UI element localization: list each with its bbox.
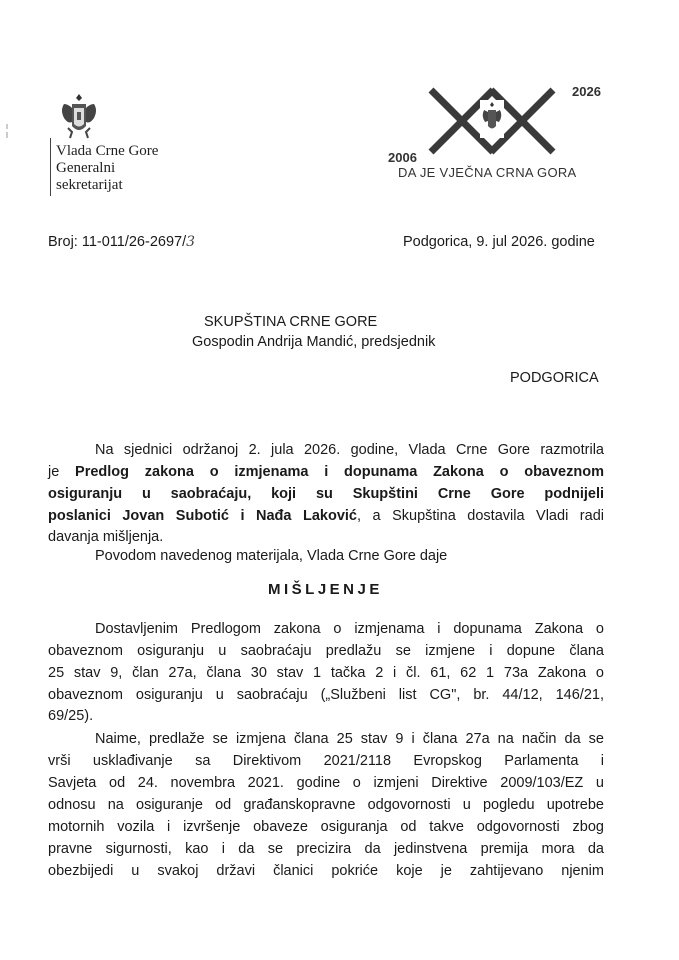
body-line: obezbijedi u svakoj državi članici pokriće koje je zahtijevano njenim (48, 863, 604, 879)
body-line: Dostavljenim Predlogom zakona o izmjenama i dopunama Zakona o (95, 621, 604, 637)
issuer-line: sekretarijat (56, 177, 123, 193)
body-line: 69/25). (48, 708, 94, 724)
header-divider (50, 138, 51, 196)
opinion-heading: MIŠLJENJE (268, 581, 383, 598)
logo-year-start: 2006 (388, 150, 417, 165)
logo-year-end: 2026 (572, 84, 601, 99)
body-line: pravne sigurnosti, kao i da se precizira da jedinstvena premija mora da (48, 841, 604, 857)
body-line: 25 stav 9, član 27a, člana 30 stav 1 tačka 2 i čl. 61, 62 1 73a Zakona o (48, 665, 604, 681)
issuer-block (56, 143, 158, 194)
body-line: obaveznom osiguranju u saobraćaju („Službeni list CG", br. 44/12, 146/21, (48, 687, 604, 703)
reference-number-text: Broj: 11-011/26-2697/ (48, 234, 187, 250)
issuer-line: Vlada Crne Gore (56, 143, 159, 159)
body-line: osiguranju u saobraćaju, koji su Skupštini Crne Gore podnijeli (48, 486, 604, 502)
body-line: odnosu na osiguranje od građanskopravne odgovornosti u pogledu upotrebe (48, 797, 604, 813)
punch-mark (4, 124, 10, 138)
document-date: Podgorica, 9. jul 2026. godine (403, 234, 595, 250)
body-line: Savjeta od 24. novembra 2021. godine o izmjeni Direktive 2009/103/EZ u (48, 775, 604, 791)
recipient-person: Gospodin Andrija Mandić, predsjednik (192, 334, 436, 350)
body-line: Naime, predlaže se izmjena člana 25 stav 9 i člana 27a na način da se (95, 731, 604, 747)
reference-number-handwritten: 3 (186, 234, 196, 250)
body-line: vrši usklađivanje sa Direktivom 2021/2118 Evropskog Parlamenta i (48, 753, 604, 769)
body-line: obaveznom osiguranju u saobraćaju predlažu se izmjene i dopune člana (48, 643, 604, 659)
body-line: Na sjednici održanoj 2. jula 2026. godine, Vlada Crne Gore razmotrila (95, 442, 604, 458)
issuer-line: Generalni (56, 160, 116, 176)
body-line: je Predlog zakona o izmjenama i dopunama Zakona o obaveznom (48, 464, 604, 480)
recipient-city: PODGORICA (510, 370, 599, 386)
body-line: poslanici Jovan Subotić i Nađa Laković, a Skupština dostavila Vladi radi (48, 508, 604, 524)
body-line: motornih vozila i izvršenje obaveze osiguranja od takve odgovornosti zbog (48, 819, 604, 835)
body-line: davanja mišljenja. (48, 529, 164, 545)
logo-motto: DA JE VJEČNA CRNA GORA (398, 165, 577, 180)
reference-number (48, 234, 195, 250)
montenegro-coat-of-arms-icon (58, 92, 100, 142)
recipient-institution: SKUPŠTINA CRNE GORE (204, 314, 378, 330)
body-line: Povodom navedenog materijala, Vlada Crne Gore daje (95, 548, 448, 564)
